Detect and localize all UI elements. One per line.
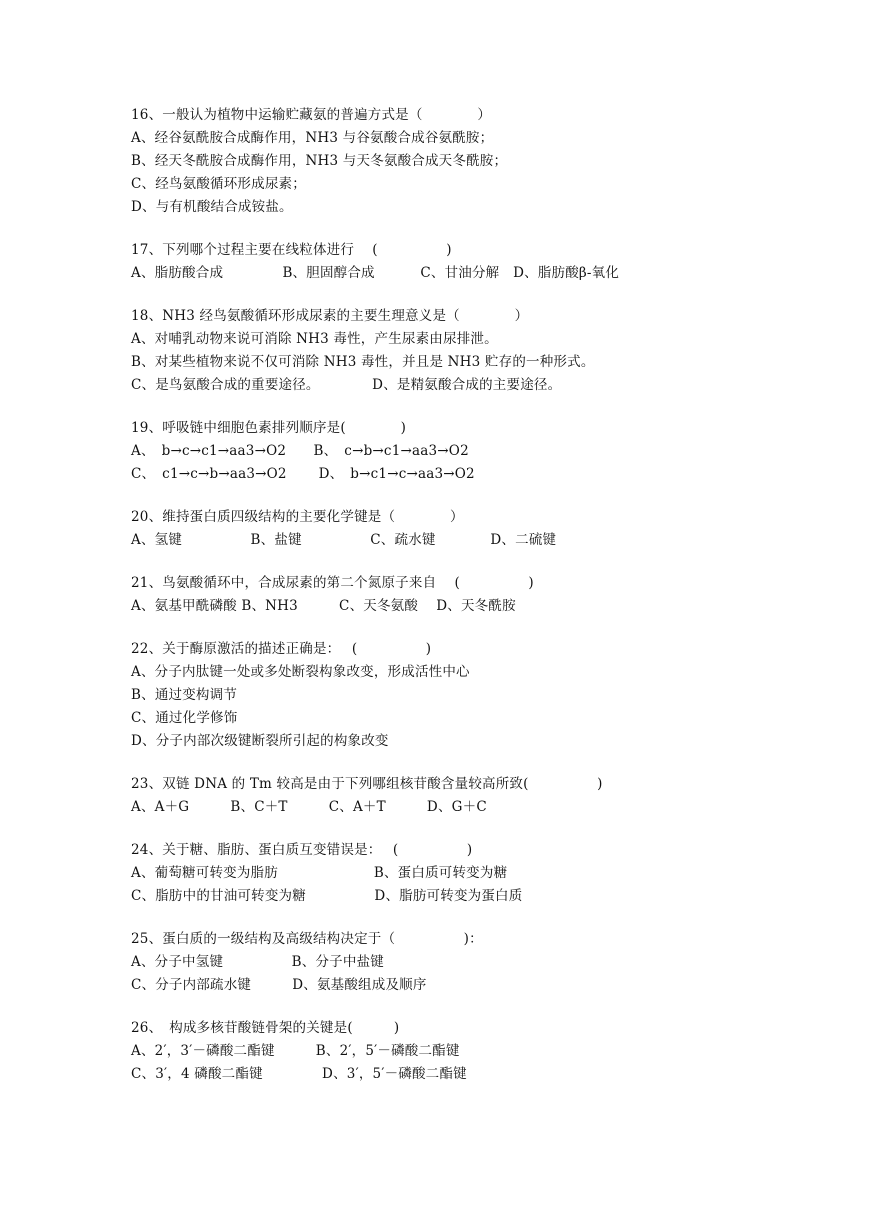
option-line: C、3′，4 磷酸二酯键 D、3′，5′－磷酸二酯键 xyxy=(131,1066,467,1082)
option-line: A、对哺乳动物来说可消除 NH3 毒性，产生尿素由尿排泄。 xyxy=(131,331,498,347)
option-line: C、分子内部疏水键 D、氨基酸组成及顺序 xyxy=(131,977,427,993)
question-stem: 18、NH3 经鸟氨酸循环形成尿素的主要生理意义是（ ） xyxy=(131,308,529,324)
option-line: C、 c1→c→b→aa3→O2 D、 b→c1→c→aa3→O2 xyxy=(131,466,475,482)
option-line: B、对某些植物来说不仅可消除 NH3 毒性，并且是 NH3 贮存的一种形式。 xyxy=(131,354,595,370)
question-list xyxy=(131,104,831,1106)
option-line: A、脂肪酸合成 B、胆固醇合成 C、甘油分解 D、脂肪酸β-氧化 xyxy=(131,265,620,281)
question-16 xyxy=(131,104,831,219)
option-line: A、葡萄糖可转变为脂肪 B、蛋白质可转变为糖 xyxy=(131,865,508,881)
option-line: A、A＋G B、C＋T C、A＋T D、G＋C xyxy=(131,799,487,815)
question-23 xyxy=(131,773,831,819)
question-20 xyxy=(131,506,831,552)
question-stem: 19、呼吸链中细胞色素排列顺序是( ) xyxy=(131,420,407,436)
question-stem: 20、维持蛋白质四级结构的主要化学键是（ ） xyxy=(131,509,464,525)
option-line: B、经天冬酰胺合成酶作用，NH3 与天冬氨酸合成天冬酰胺； xyxy=(131,153,508,169)
option-line: A、 b→c→c1→aa3→O2 B、 c→b→c1→aa3→O2 xyxy=(131,443,469,459)
question-26 xyxy=(131,1017,831,1086)
option-line: D、与有机酸结合成铵盐。 xyxy=(131,199,293,215)
question-19 xyxy=(131,417,831,486)
question-stem: 23、双链 DNA 的 Tm 较高是由于下列哪组核苷酸含量较高所致( ) xyxy=(131,776,603,792)
question-stem: 26、 构成多核苷酸链骨架的关键是( ) xyxy=(131,1020,400,1036)
option-line: B、通过变构调节 xyxy=(131,687,238,703)
option-line: A、经谷氨酰胺合成酶作用，NH3 与谷氨酸合成谷氨酰胺； xyxy=(131,130,494,146)
question-stem: 25、蛋白质的一级结构及高级结构决定于（ )： xyxy=(131,931,483,947)
question-stem: 16、一般认为植物中运输贮藏氨的普遍方式是（ ） xyxy=(131,107,492,123)
question-17 xyxy=(131,239,831,285)
option-line: C、通过化学修饰 xyxy=(131,710,238,726)
question-24 xyxy=(131,839,831,908)
option-line: C、脂肪中的甘油可转变为糖 D、脂肪可转变为蛋白质 xyxy=(131,888,523,904)
option-line: A、2′，3′－磷酸二酯键 B、2′，5′－磷酸二酯键 xyxy=(131,1043,460,1059)
question-stem: 24、关于糖、脂肪、蛋白质互变错误是： ( ) xyxy=(131,842,473,858)
question-21 xyxy=(131,572,831,618)
question-stem: 22、关于酶原激活的描述正确是： ( ) xyxy=(131,641,432,657)
option-line: D、分子内部次级键断裂所引起的构象改变 xyxy=(131,733,389,749)
question-stem: 17、下列哪个过程主要在线粒体进行 ( ) xyxy=(131,242,452,258)
option-line: A、氨基甲酰磷酸 B、NH3 C、天冬氨酸 D、天冬酰胺 xyxy=(131,598,516,614)
option-line: C、经鸟氨酸循环形成尿素； xyxy=(131,176,306,192)
question-18 xyxy=(131,305,831,397)
option-line: A、氢键 B、盐键 C、疏水键 D、二硫键 xyxy=(131,532,557,548)
option-line: A、分子中氢键 B、分子中盐键 xyxy=(131,954,384,970)
option-line: A、分子内肽键一处或多处断裂构象改变，形成活性中心 xyxy=(131,664,470,680)
question-stem: 21、鸟氨酸循环中，合成尿素的第二个氮原子来自 ( ) xyxy=(131,575,534,591)
question-22 xyxy=(131,638,831,753)
question-25 xyxy=(131,928,831,997)
option-line: C、是鸟氨酸合成的重要途径。 D、是精氨酸合成的主要途径。 xyxy=(131,377,562,393)
